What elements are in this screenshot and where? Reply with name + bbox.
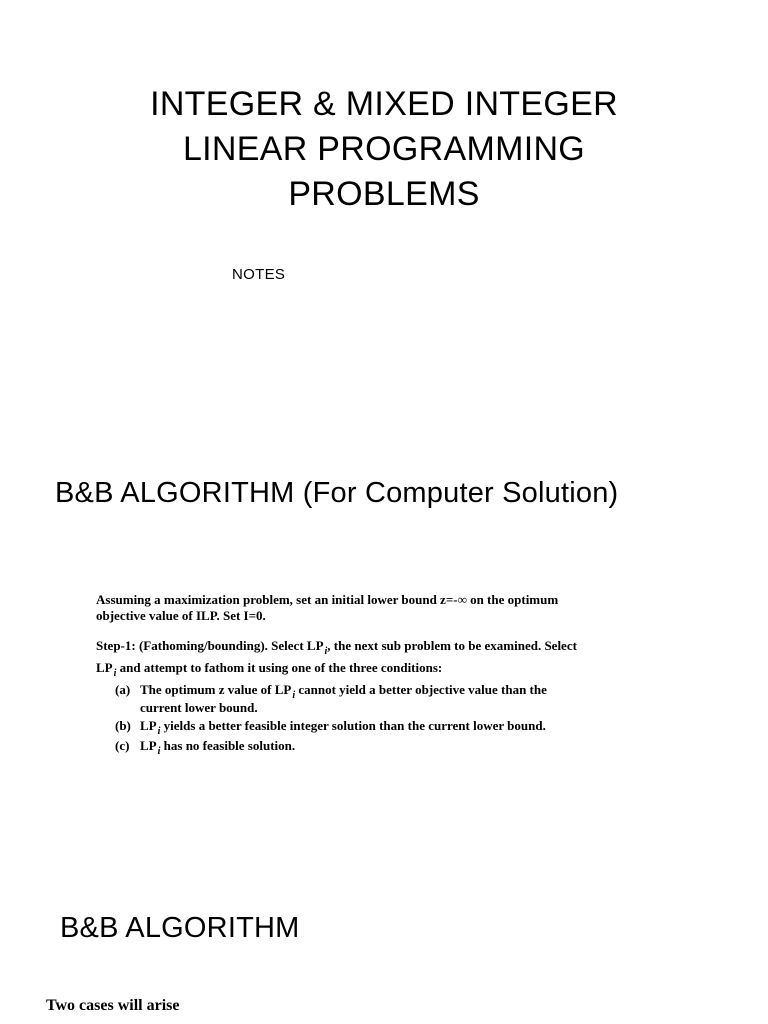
condition-text: The optimum z value of $LP_i$ cannot yield a better objective value than the current lower bound. <box>140 682 547 715</box>
subscript-i: i <box>157 746 161 757</box>
subscript-i: i <box>113 668 117 679</box>
algorithm-intro: Assuming a maximization problem, set an initial lower bound z=-∞ on the optimum objective value of ILP. Set I=0. <box>96 592 559 623</box>
condition-text: $LP_i$ has no feasible solution. <box>140 738 296 757</box>
condition-marker: (a) <box>115 682 131 697</box>
title-line-3: PROBLEMS <box>288 175 480 213</box>
condition-marker: (c) <box>115 738 130 753</box>
condition-item-c <box>115 738 580 756</box>
subscript-i: i <box>324 646 328 657</box>
title-line-1: INTEGER & MIXED INTEGER <box>150 85 618 123</box>
step-1-text: Step-1: (Fathoming/bounding). Select $LP_i$, the next sub problem to be examined. Select $LP_i$ and attempt to fathom it using one of the three conditions: <box>96 638 577 679</box>
page-title <box>84 82 684 217</box>
condition-text: $LP_i$ yields a better feasible integer solution than the current lower bound. <box>140 718 546 737</box>
title-line-2: LINEAR PROGRAMMING <box>182 130 586 168</box>
notes-label: NOTES <box>232 266 286 283</box>
two-cases-text: Two cases will arise <box>46 997 180 1014</box>
algorithm-text-block <box>96 592 580 756</box>
subscript-i: i <box>292 690 296 701</box>
conditions-list <box>96 682 580 756</box>
condition-marker: (b) <box>115 718 131 733</box>
section-heading-bb-algorithm: B&B ALGORITHM <box>60 912 300 944</box>
condition-item-b <box>115 718 580 736</box>
condition-item-a <box>115 682 580 716</box>
section-heading-computer-solution: B&B ALGORITHM (For Computer Solution) <box>55 477 619 509</box>
subscript-i: i <box>157 726 161 737</box>
